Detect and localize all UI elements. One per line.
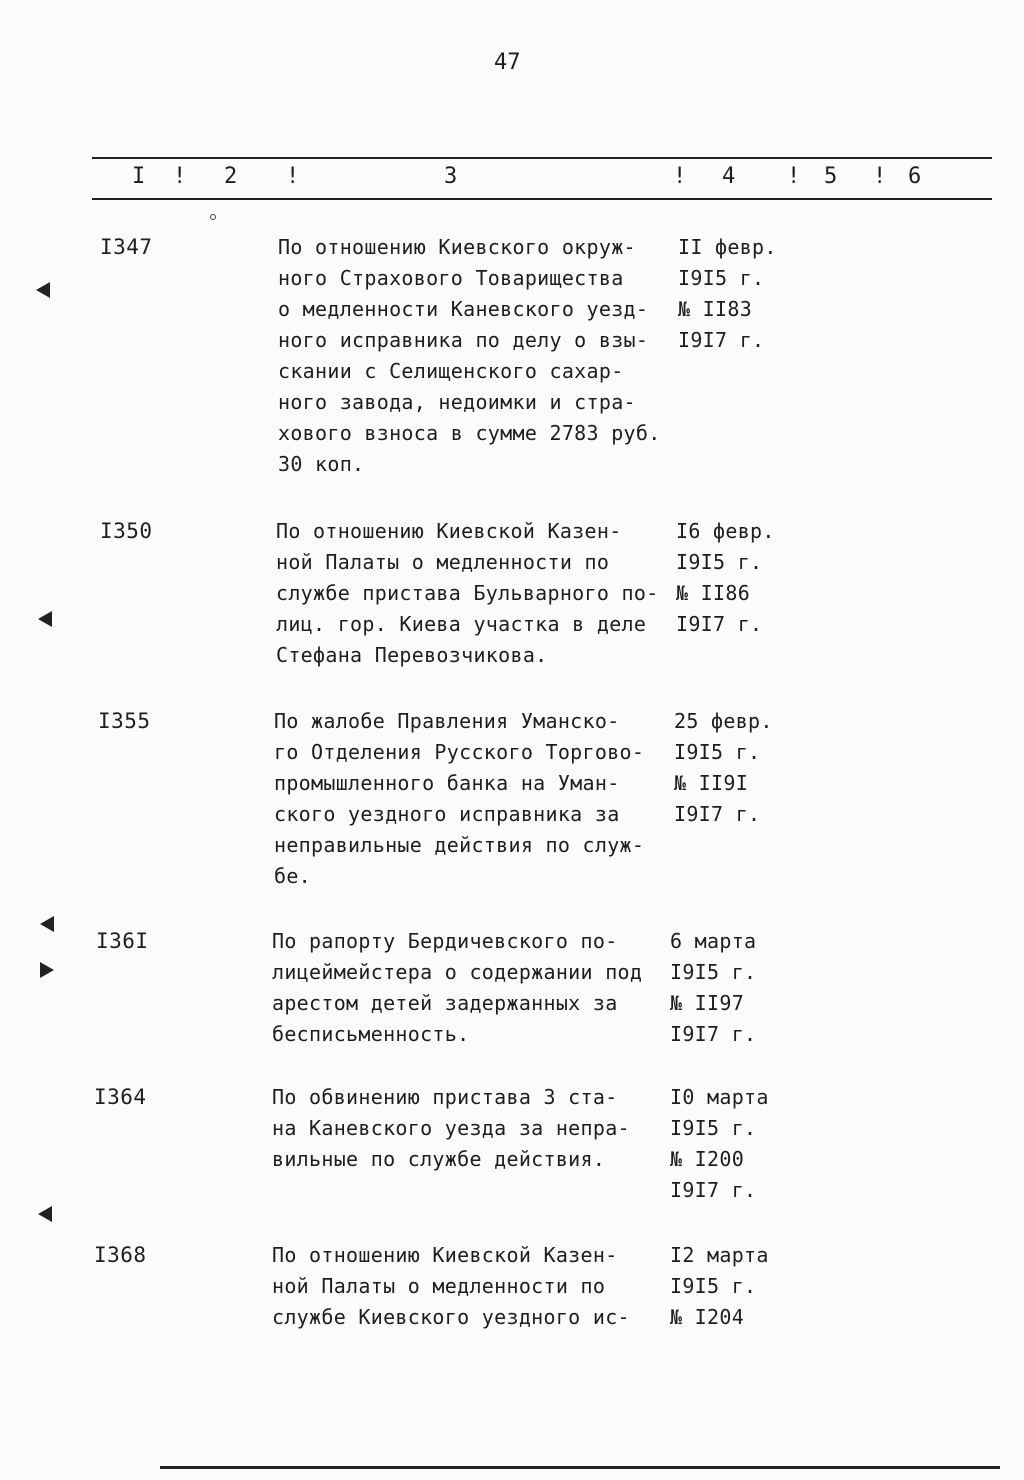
entry-description <box>272 1082 672 1175</box>
description-line: ной Палаты о медленности по <box>272 1274 606 1298</box>
description-line: вильные по службе действия. <box>272 1147 606 1171</box>
description-line: По жалобе Правления Уманско- <box>274 709 620 733</box>
entry-date <box>678 232 818 356</box>
description-line: на Каневского уезда за непра- <box>272 1116 630 1140</box>
entry-number: I364 <box>94 1085 147 1109</box>
column-header-5: 5 <box>824 164 838 189</box>
date-line: I9I5 г. <box>670 1274 757 1298</box>
description-line: о медленности Каневского уезд- <box>278 297 649 321</box>
entry-date <box>670 1240 810 1333</box>
description-line: ной Палаты о медленности по <box>276 550 610 574</box>
date-line: 6 марта <box>670 929 757 953</box>
column-separator: ! <box>173 164 187 189</box>
description-line: По отношению Киевского окруж- <box>278 235 636 259</box>
entry-number: I368 <box>94 1243 147 1267</box>
description-line: го Отделения Русского Торгово- <box>274 740 645 764</box>
description-line: неправильные действия по служ- <box>274 833 645 857</box>
description-line: ного завода, недоимки и стра- <box>278 390 636 414</box>
description-line: хового взноса в сумме 2783 руб. <box>278 421 661 445</box>
margin-arrow-icon <box>40 916 54 932</box>
entry-date <box>670 1082 810 1206</box>
description-line: По отношению Киевской Казен- <box>276 519 622 543</box>
column-separator: ! <box>787 164 801 189</box>
date-line: II февр. <box>678 235 777 259</box>
description-line: ского уездного исправника за <box>274 802 620 826</box>
date-line: I9I5 г. <box>676 550 763 574</box>
entry-description <box>272 1240 672 1333</box>
date-line: I9I5 г. <box>670 960 757 984</box>
margin-arrow-icon <box>36 282 50 298</box>
table-header-rule <box>92 198 992 200</box>
date-line: I9I7 г. <box>670 1022 757 1046</box>
description-line: промышленного банка на Уман- <box>274 771 620 795</box>
description-line: 30 коп. <box>278 452 365 476</box>
date-line: I9I5 г. <box>678 266 765 290</box>
date-line: I9I7 г. <box>670 1178 757 1202</box>
description-line: ного исправника по делу о взы- <box>278 328 649 352</box>
entry-number: I355 <box>98 709 151 733</box>
page-number: 47 <box>494 50 521 75</box>
description-line: бесписьменность. <box>272 1022 470 1046</box>
column-header-4: 4 <box>722 164 736 189</box>
entry-date <box>670 926 810 1050</box>
description-line: лиц. гор. Киева участка в деле <box>276 612 647 636</box>
date-line: I9I7 г. <box>674 802 761 826</box>
entry-number: I36I <box>96 929 149 953</box>
date-line: 25 февр. <box>674 709 773 733</box>
page-bottom-rule <box>160 1466 1000 1469</box>
column-separator: ! <box>873 164 887 189</box>
description-line: По рапорту Бердичевского по- <box>272 929 618 953</box>
entry-description <box>274 706 674 892</box>
date-line: № I200 <box>670 1147 745 1171</box>
scan-speck-icon <box>210 214 216 220</box>
entry-date <box>676 516 816 640</box>
column-header-3: 3 <box>444 164 458 189</box>
column-separator: ! <box>286 164 300 189</box>
date-line: № II83 <box>678 297 753 321</box>
date-line: I2 марта <box>670 1243 769 1267</box>
date-line: № II86 <box>676 581 751 605</box>
entry-date <box>674 706 814 830</box>
column-header-6: 6 <box>908 164 922 189</box>
date-line: I9I5 г. <box>674 740 761 764</box>
margin-arrow-icon <box>40 962 54 978</box>
description-line: Стефана Перевозчикова. <box>276 643 548 667</box>
date-line: I9I7 г. <box>676 612 763 636</box>
description-line: По обвинению пристава 3 ста- <box>272 1085 618 1109</box>
column-header-2: 2 <box>224 164 238 189</box>
description-line: службе Киевского уездного ис- <box>272 1305 630 1329</box>
description-line: службе пристава Бульварного по- <box>276 581 659 605</box>
date-line: I9I5 г. <box>670 1116 757 1140</box>
margin-arrow-icon <box>38 1206 52 1222</box>
table-top-rule <box>92 157 992 159</box>
entry-number: I347 <box>100 235 153 259</box>
description-line: лицеймейстера о содержании под <box>272 960 643 984</box>
description-line: скании с Селищенского сахар- <box>278 359 624 383</box>
date-line: I6 февр. <box>676 519 775 543</box>
entry-description <box>272 926 672 1050</box>
date-line: № I204 <box>670 1305 745 1329</box>
date-line: № II9I <box>674 771 749 795</box>
date-line: I0 марта <box>670 1085 769 1109</box>
entry-description <box>276 516 676 671</box>
column-separator: ! <box>673 164 687 189</box>
entry-description <box>278 232 678 480</box>
description-line: арестом детей задержанных за <box>272 991 618 1015</box>
description-line: По отношению Киевской Казен- <box>272 1243 618 1267</box>
date-line: I9I7 г. <box>678 328 765 352</box>
margin-arrow-icon <box>38 611 52 627</box>
date-line: № II97 <box>670 991 745 1015</box>
description-line: бе. <box>274 864 312 888</box>
column-header-1: I <box>132 164 146 189</box>
entry-number: I350 <box>100 519 153 543</box>
description-line: ного Страхового Товарищества <box>278 266 624 290</box>
